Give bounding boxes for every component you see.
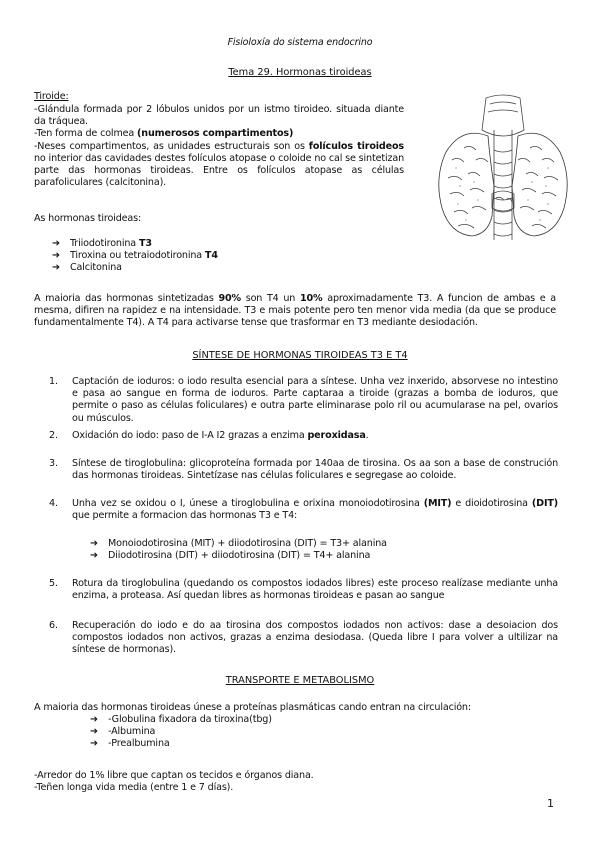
page-number: 1	[547, 797, 554, 810]
sintese-heading: SÍNTESE DE HORMONAS TIROIDEAS T3 E T4	[192, 350, 408, 361]
arrow-right-icon: ➔	[52, 262, 60, 274]
item-bold: (DIT)	[531, 498, 558, 509]
item-text: Rotura da tiroglobulina (quedando os compostos iodados libres) este proceso realízase mediante unha enzima, a proteasa. Así quedan libres as hormonas tiroideas e pasan ao sangue	[72, 578, 558, 602]
paragraph-text: aproximadamente T3. A funcion de ambas e a mesma, difiren na rapidez e na intensidade. T3 e mais potente pero ten menor vida media (da que se produce fundamentalmente T4). A T4 para activarse tense que trasformar en T3 mediante desiodación.	[34, 293, 556, 329]
item-text	[72, 498, 558, 522]
sub-list-item	[90, 550, 550, 562]
tiroide-line3-text: -Neses compartimentos, as unidades estructurais son os	[34, 140, 309, 152]
tiroide-line1: -Glándula formada por 2 lóbulos unidos por un istmo tiroideo. situada diante da tráquea.	[34, 104, 404, 128]
sub-list	[90, 538, 550, 562]
list-item	[90, 726, 390, 738]
transporte-line2: -Teñen longa vida media (entre 1 e 7 días).	[34, 782, 234, 793]
tiroide-line2-text: -Ten forma de colmea	[34, 128, 138, 140]
item-number: 6.	[49, 620, 58, 631]
tiroide-line3-bold: folículos tiroideos	[308, 140, 404, 152]
arrow-right-icon: ➔	[52, 238, 60, 249]
arrow-right-icon: ➔	[90, 538, 98, 549]
document-header: Fisioloxía do sistema endocrino	[227, 37, 373, 48]
item-number: 4.	[49, 498, 58, 509]
transporte-list	[90, 714, 390, 751]
item-text: Captación de ioduros: o iodo resulta esencial para a síntese. Unha vez inxerido, absorvese no intestino e pasa ao sangue en forma de ioduros. Parte captaraa a tiroide (grazas a bomba de ioduros, que permite o paso as células foliculares) e outra parte eliminarase polo ril ou acumularase na pel, ovarios ou músculos.	[72, 376, 558, 424]
item-number: 1.	[49, 376, 58, 387]
item-text	[72, 430, 558, 442]
item-text-part: que permite a formacion das hormonas T3 e T4:	[72, 510, 298, 522]
transporte-line1: -Arredor do 1% libre que captan os tecidos e órganos diana.	[34, 770, 314, 781]
transporte-intro: A maioria das hormonas tiroideas únese a proteínas plasmáticas cando entran na circulación:	[34, 702, 471, 713]
tiroide-line2-bold: (numerosos compartimentos)	[137, 128, 294, 140]
item-text: Síntese de tiroglobulina: glicoproteína formada por 140aa de tirosina. Os aa son a base de construción das hormonas tiroideas. Sintetízase nas células foliculares e segregase ao coloide.	[72, 458, 558, 482]
hormona-abbr: T3	[138, 238, 152, 249]
sub-item-text: Diiodotirosina (DIT) + diiodotirosina (DIT) = T4+ alanina	[108, 550, 371, 562]
paragraph-text: A maioria das hormonas sintetizadas	[34, 293, 219, 304]
item-text-part: e dioidotirosina	[451, 498, 532, 509]
paragraph-bold: 10%	[300, 293, 323, 304]
sub-item-text: Monoiodotirosina (MIT) + diiodotirosina (DIT) = T3+ alanina	[108, 538, 387, 549]
item-bold: peroxidasa	[307, 430, 366, 441]
paragraph-bold: 90%	[218, 293, 241, 304]
transporte-heading: TRANSPORTE E METABOLISMO	[225, 675, 375, 686]
item-number: 5.	[49, 578, 58, 589]
page-title: Tema 29. Hormonas tiroideas	[228, 67, 372, 78]
sub-list-item	[90, 538, 550, 550]
item-text-part: Oxidación do iodo: paso de I-A I2 grazas a enzima	[72, 430, 308, 441]
hormonas-intro: As hormonas tiroideas:	[34, 213, 142, 224]
item-text-post: .	[365, 430, 369, 441]
protein-name: -Prealbumina	[108, 738, 170, 750]
arrow-right-icon: ➔	[90, 714, 98, 725]
item-number: 2.	[49, 430, 58, 441]
tiroide-heading-text: Tiroide:	[34, 91, 69, 102]
item-bold: (MIT)	[423, 498, 452, 509]
tiroide-line3-post: no interior das cavidades destes folículos atopase o coloide no cal se sintetizan parte das hormonas tiroideas. Entre os folículos atopase as células parafoliculares (calcitonina).	[34, 152, 404, 189]
item-text-part: Unha vez se oxidou o I, únese a tiroglobulina e orixina monoiodotirosina	[72, 498, 424, 509]
protein-name: -Globulina fixadora da tiroxina(tbg)	[108, 714, 272, 725]
item-text: Recuperación do iodo e do aa tirosina dos compostos iodados non activos: dase a desoiacion dos compostos iodados non activos, grazas a enzima desiodasa. (Queda libre I para volver a ultilizar na síntese de hormonas).	[72, 620, 558, 656]
arrow-right-icon: ➔	[90, 738, 98, 750]
hormona-name: Tiroxina ou tetraiodotironina	[70, 250, 205, 262]
arrow-right-icon: ➔	[90, 726, 98, 738]
hormona-name: Triiodotironina	[70, 238, 139, 249]
list-item	[90, 714, 390, 726]
protein-name: -Albumina	[108, 726, 156, 738]
item-number: 3.	[49, 458, 58, 469]
arrow-right-icon: ➔	[90, 550, 98, 562]
paragraph-text: son T4 un	[240, 293, 300, 304]
hormona-name: Calcitonina	[70, 262, 122, 274]
list-item	[90, 738, 390, 750]
hormona-abbr: T4	[204, 250, 218, 262]
arrow-right-icon: ➔	[52, 250, 60, 262]
